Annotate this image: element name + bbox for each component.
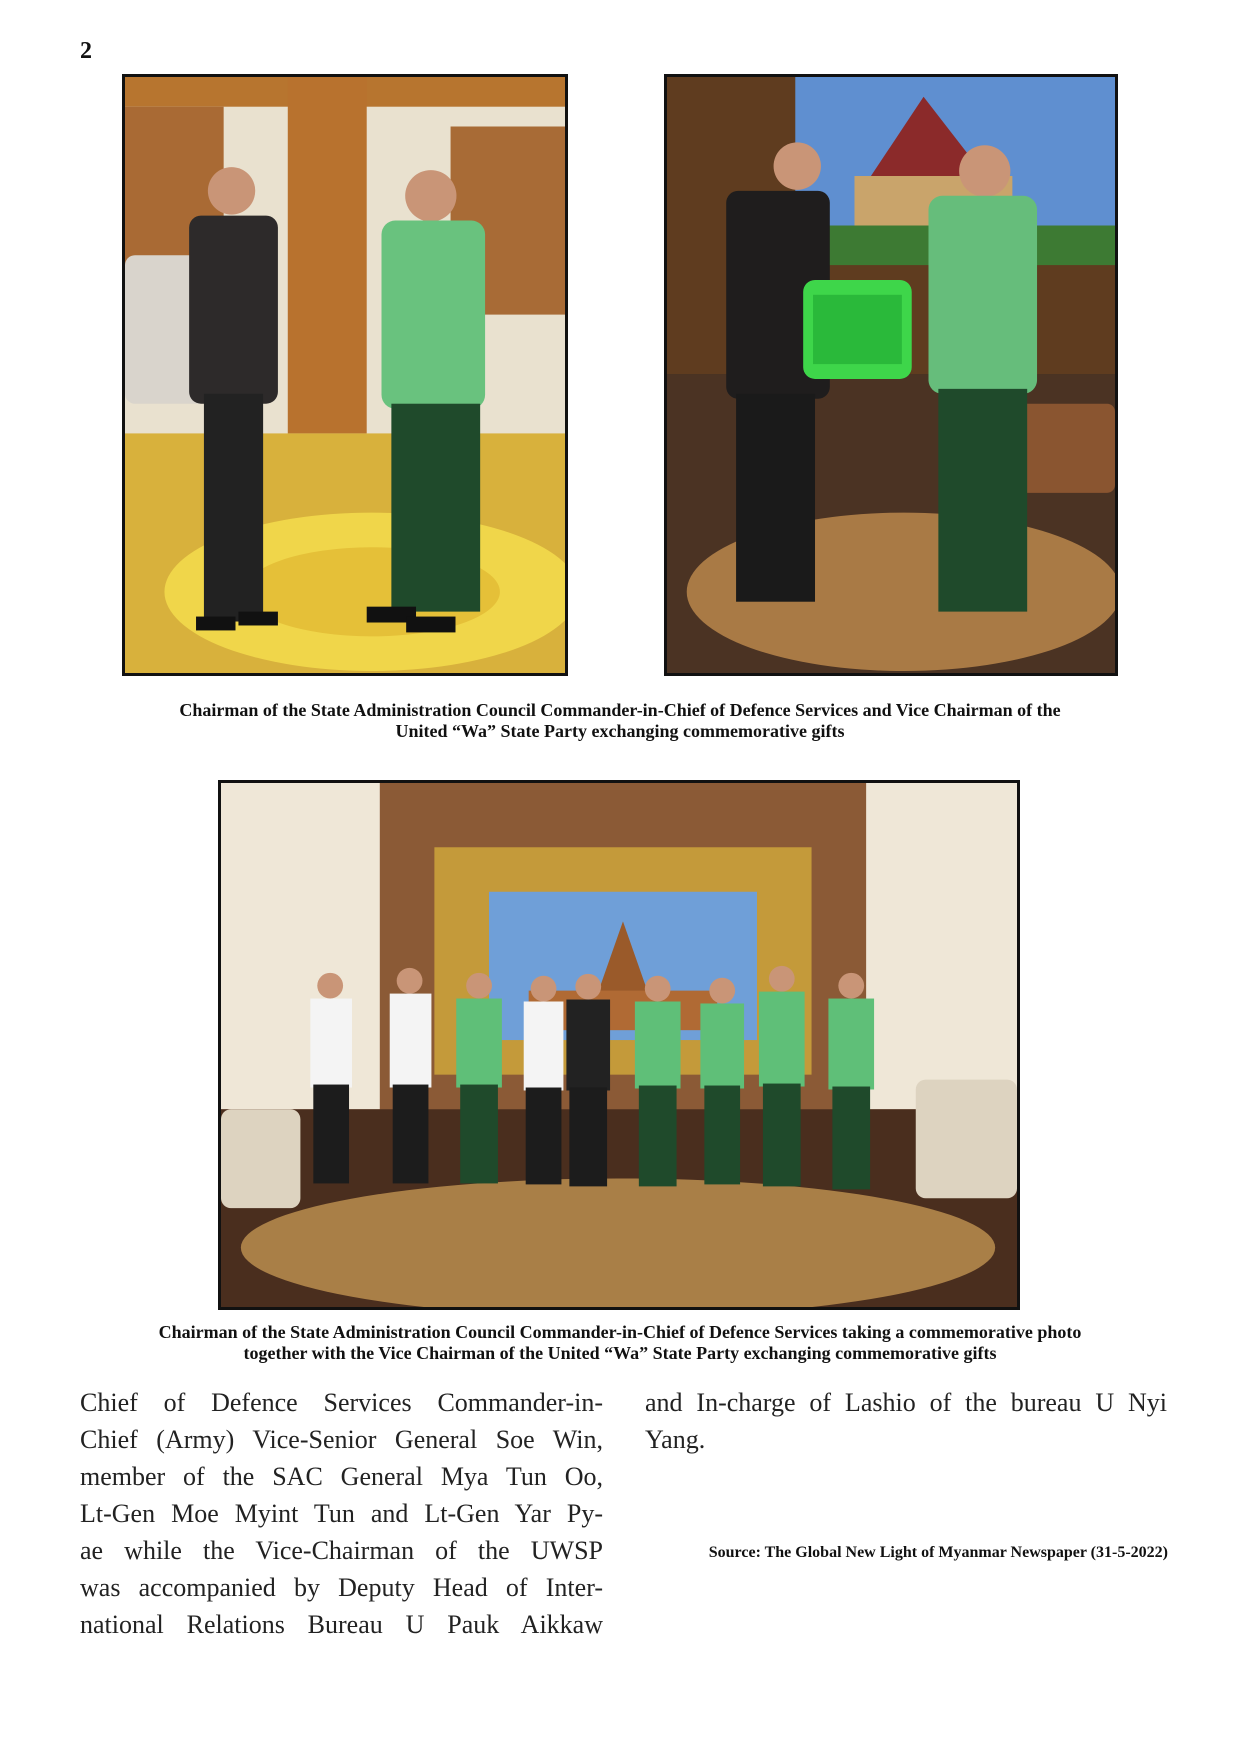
body-line: member of the SAC General Mya Tun Oo, [80, 1462, 603, 1491]
body-line: Lt-Gen Moe Myint Tun and Lt-Gen Yar Py- [80, 1499, 603, 1528]
body-line: and In-charge of Lashio of the bureau U Nyi [645, 1388, 1167, 1417]
caption-gift-exchange [90, 700, 1150, 742]
caption-line: Chairman of the State Administration Council Commander-in-Chief of Defence Services taking a commemorative photo [158, 1322, 1082, 1342]
body-line: Chief (Army) Vice-Senior General Soe Win, [80, 1425, 603, 1454]
body-line: national Relations Bureau U Pauk Aikkaw [80, 1610, 603, 1639]
caption-line: Chairman of the State Administration Council Commander-in-Chief of Defence Services and Vice Chairman of the [179, 700, 1061, 720]
photo-handshake [122, 74, 568, 676]
body-column-left [80, 1384, 603, 1643]
caption-line: United “Wa” State Party exchanging commemorative gifts [395, 721, 845, 741]
body-line: was accompanied by Deputy Head of Inter- [80, 1573, 603, 1602]
body-line: Yang. [645, 1425, 706, 1454]
page-number: 2 [80, 38, 92, 64]
photo-gift-exchange [664, 74, 1118, 676]
body-line: Chief of Defence Services Commander-in- [80, 1388, 603, 1417]
photo-group [218, 780, 1020, 1310]
source-credit: Source: The Global New Light of Myanmar Newspaper (31-5-2022) [708, 1544, 1168, 1561]
caption-line: together with the Vice Chairman of the United “Wa” State Party exchanging commemorative gifts [243, 1343, 997, 1363]
body-line: ae while the Vice-Chairman of the UWSP [80, 1536, 603, 1565]
caption-group-photo [60, 1322, 1180, 1364]
body-column-right [645, 1384, 1167, 1458]
